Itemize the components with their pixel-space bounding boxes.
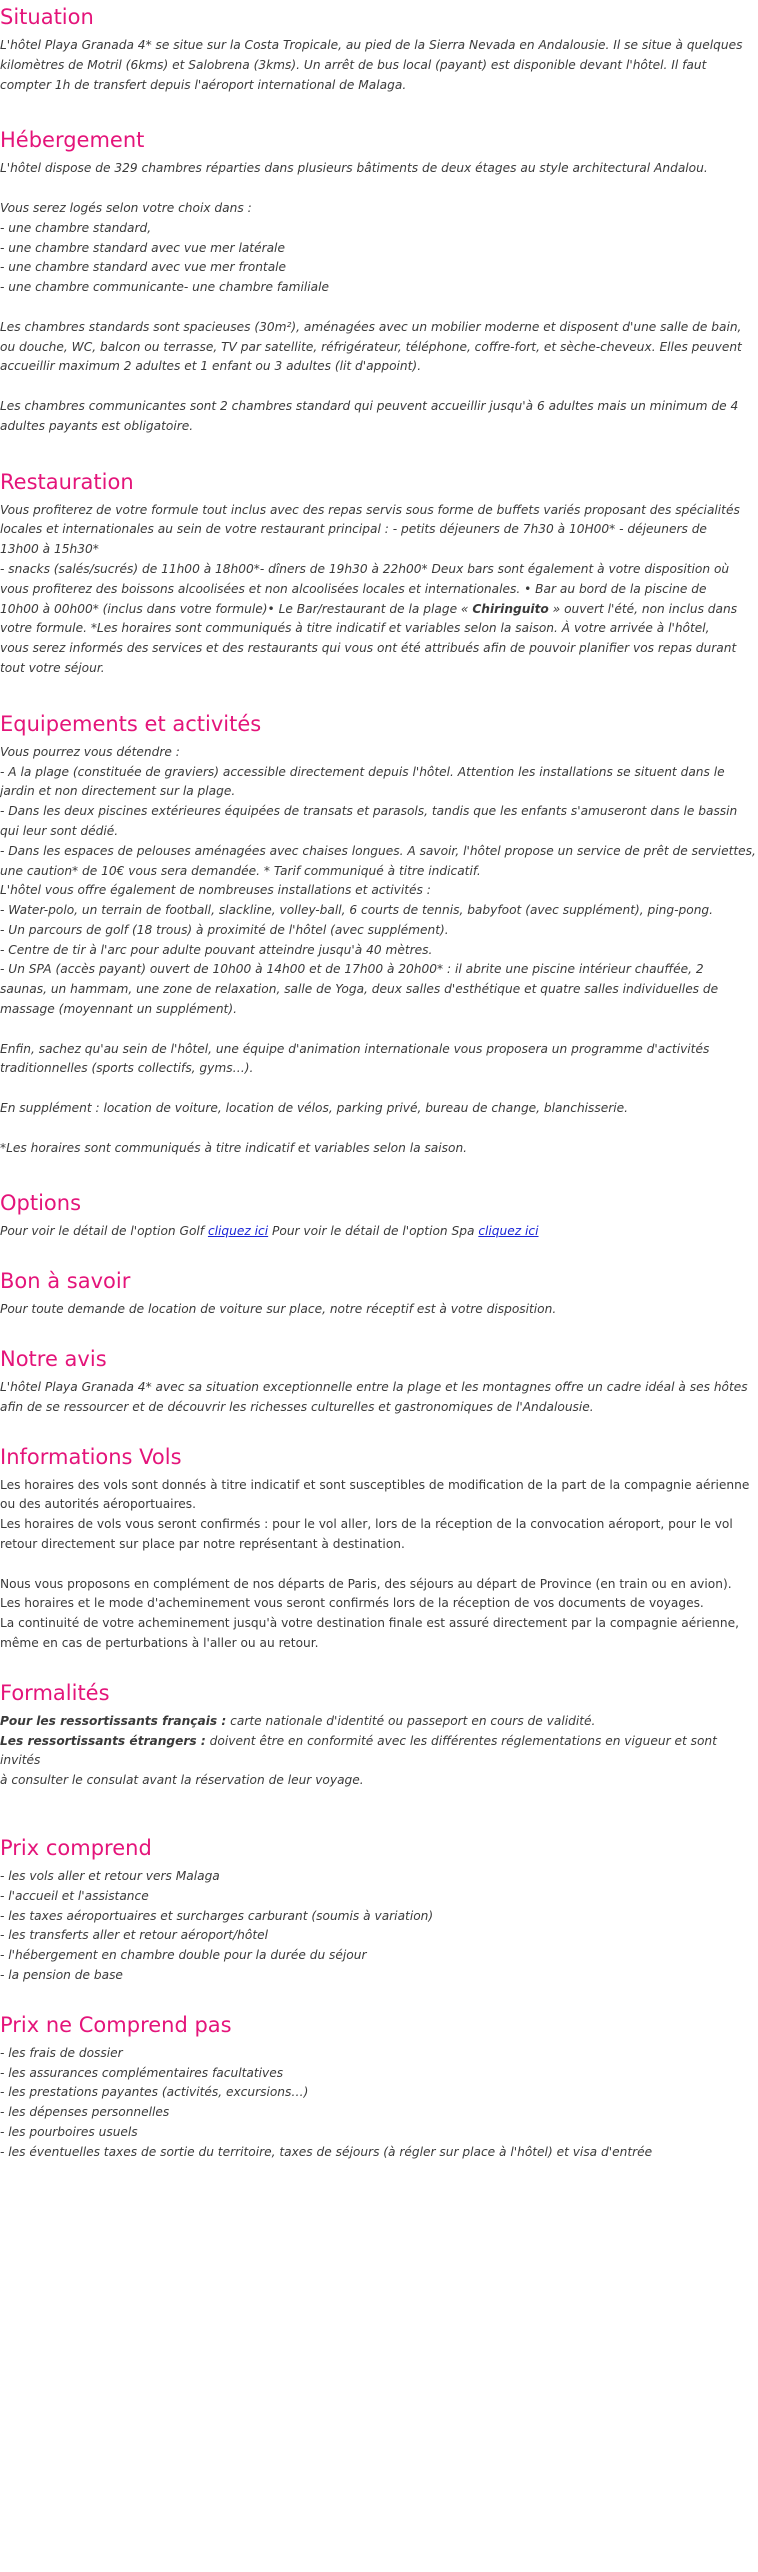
equipements-line: - Dans les espaces de pelouses aménagées avec chaises longues. A savoir, l'hôtel propose un service de prêt de serviettes, — [0, 843, 756, 858]
spa-option-link[interactable]: cliquez ici — [478, 1224, 539, 1239]
section-title-informations-vols: Informations Vols — [0, 1444, 182, 1469]
excluded-item: - les assurances complémentaires facultatives — [0, 2065, 284, 2080]
room-choice-item: - une chambre standard avec vue mer latérale — [0, 240, 285, 255]
foreign-nationals-text: doivent être en conformité avec les différentes réglementations en vigueur et sont invités — [0, 1733, 717, 1768]
equipements-line: - Water-polo, un terrain de football, slackline, volley-ball, 6 courts de tennis, babyfoot (avec supplément), ping-pong. — [0, 903, 714, 918]
equipements-line: - Dans les deux piscines extérieures équipées de transats et parasols, tandis que les enfants s'amuseront dans le bassin — [0, 804, 738, 819]
section-title-options: Options — [0, 1191, 82, 1216]
section-prix-ne-comprend-pas — [0, 2008, 758, 2163]
section-title-prix-ne-comprend-pas: Prix ne Comprend pas — [0, 2012, 232, 2037]
section-title-restauration: Restauration — [0, 469, 134, 494]
included-item: - la pension de base — [0, 1967, 123, 1982]
section-hebergement — [0, 123, 758, 436]
vols-line: Les horaires des vols sont donnés à titre indicatif et sont susceptibles de modification de la part de la compagnie aérienne — [0, 1477, 750, 1492]
notre-avis-line: L'hôtel Playa Granada 4* avec sa situation exceptionnelle entre la plage et les montagnes offre un cadre idéal à ses hôtes — [0, 1380, 748, 1395]
section-informations-vols — [0, 1440, 758, 1654]
equipements-line: - Un parcours de golf (18 trous) à proximité de l'hôtel (avec supplément). — [0, 922, 449, 937]
beach-bar-name: Chiringuito — [472, 601, 549, 616]
notre-avis-line: afin de se ressourcer et de découvrir les richesses culturelles et gastronomiques de l'Andalousie. — [0, 1399, 594, 1414]
equipements-line: saunas, un hammam, une zone de relaxation, salle de Yoga, deux salles d'esthétique et quatre salles individuelles de — [0, 982, 719, 997]
included-item: - les taxes aéroportuaires et surcharges carburant (soumis à variation) — [0, 1908, 434, 1923]
section-prix-comprend — [0, 1831, 758, 1986]
section-title-formalites: Formalités — [0, 1680, 110, 1705]
restauration-line: Vous profiterez de votre formule tout inclus avec des repas servis sous forme de buffets variés proposant des spécialités — [0, 502, 740, 517]
section-notre-avis — [0, 1342, 758, 1418]
room-choice-item: - une chambre standard avec vue mer frontale — [0, 260, 287, 275]
hebergement-intro: L'hôtel dispose de 329 chambres réparties dans plusieurs bâtiments de deux étages au style architectural Andalou. — [0, 161, 708, 176]
included-item: - les vols aller et retour vers Malaga — [0, 1869, 220, 1883]
animation-line: Enfin, sachez qu'au sein de l'hôtel, une équipe d'animation internationale vous proposera un programme d'activités — [0, 1041, 710, 1056]
equipements-line: jardin et non directement sur la plage. — [0, 784, 236, 799]
equipements-line: - A la plage (constituée de graviers) accessible directement depuis l'hôtel. Attention les installations se situent dans le — [0, 764, 725, 779]
restauration-line: vous profiterez des boissons alcoolisées et non alcoolisées locales et internationales. • Bar au bord de la piscine de — [0, 581, 707, 596]
equipements-line: L'hôtel vous offre également de nombreuses installations et activités : — [0, 883, 431, 898]
room-choice-item: - une chambre communicante- une chambre familiale — [0, 280, 330, 295]
communicating-room-description: Les chambres communicantes sont 2 chambres standard qui peuvent accueillir jusqu'à 6 adultes mais un minimum de 4 adultes payants est obligatoire. — [0, 398, 739, 433]
excluded-item: - les prestations payantes (activités, excursions…) — [0, 2085, 309, 2100]
restauration-line: - snacks (salés/sucrés) de 11h00 à 18h00*- dîners de 19h30 à 22h00* Deux bars sont également à votre disposition où — [0, 561, 730, 576]
section-equipements — [0, 707, 758, 1159]
equipements-line: une caution* de 10€ vous sera demandée. * Tarif communiqué à titre indicatif. — [0, 863, 481, 878]
section-title-equipements: Equipements et activités — [0, 711, 262, 736]
section-bon-a-savoir — [0, 1264, 758, 1320]
excluded-item: - les frais de dossier — [0, 2045, 123, 2060]
section-formalites — [0, 1676, 758, 1791]
section-title-situation: Situation — [0, 5, 94, 29]
restauration-line: 10h00 à 00h00* (inclus dans votre formule)• Le Bar/restaurant de la plage « — [0, 601, 473, 616]
vols-line: La continuité de votre acheminement jusqu'à votre destination finale est assuré directement par la compagnie aérienne, — [0, 1616, 739, 1631]
restauration-line: 13h00 à 15h30* — [0, 542, 99, 557]
section-title-notre-avis: Notre avis — [0, 1347, 107, 1372]
spa-option-text: Pour voir le détail de l'option Spa — [268, 1224, 479, 1239]
vols-line: ou des autorités aéroportuaires. — [0, 1497, 197, 1512]
foreign-nationals-label: Les ressortissants étrangers : — [0, 1733, 206, 1748]
supplement-line: En supplément : location de voiture, location de vélos, parking privé, bureau de change, blanchisserie. — [0, 1101, 629, 1116]
restauration-line: locales et internationales au sein de votre restaurant principal : - petits déjeuners de 7h30 à 10H00* - déjeuners de — [0, 522, 707, 537]
section-title-prix-comprend: Prix comprend — [0, 1836, 152, 1860]
excluded-item: - les pourboires usuels — [0, 2124, 138, 2139]
section-restauration — [0, 465, 758, 679]
equipements-line: - Un SPA (accès payant) ouvert de 10h00 à 14h00 et de 17h00 à 20h00* : il abrite une piscine intérieur chauffée, 2 — [0, 962, 704, 977]
golf-option-link[interactable]: cliquez ici — [207, 1224, 269, 1239]
excluded-item: - les éventuelles taxes de sortie du territoire, taxes de séjours (à régler sur place à l'hôtel) et visa d'entrée — [0, 2144, 653, 2159]
section-situation — [0, 0, 758, 95]
section-title-hebergement: Hébergement — [0, 128, 145, 153]
french-nationals-label: Pour les ressortissants français : — [0, 1713, 227, 1728]
foreign-nationals-text: à consulter le consulat avant la réservation de leur voyage. — [0, 1773, 364, 1788]
vols-line: Nous vous proposons en complément de nos départs de Paris, des séjours au départ de Province (en train ou en avion). — [0, 1576, 732, 1591]
restauration-line: vous serez informés des services et des restaurants qui vous ont été attribués afin de pouvoir planifier vos repas durant — [0, 641, 737, 656]
vols-line: retour directement sur place par notre représentant à destination. — [0, 1537, 405, 1552]
room-choice-item: - une chambre standard, — [0, 220, 152, 235]
included-item: - l'hébergement en chambre double pour la durée du séjour — [0, 1948, 367, 1963]
included-item: - les transferts aller et retour aéroport/hôtel — [0, 1928, 269, 1943]
hours-note: *Les horaires sont communiqués à titre indicatif et variables selon la saison. — [0, 1140, 468, 1155]
standard-room-description: Les chambres standards sont spacieuses (30m²), aménagées avec un mobilier moderne et disposent d'une salle de bain, ou douche, WC, balcon ou terrasse, TV par satellite, réfrigérateur, téléphone, coffre-fort, et sèche-cheveux. Elles peuvent accueillir maximum 2 adultes et 1 enfant ou 3 adultes (lit d'appoint). — [0, 319, 742, 374]
situation-text: L'hôtel Playa Granada 4* se situe sur la Costa Tropicale, au pied de la Sierra Nevada en Andalousie. Il se situe à quelques kilomètres de Motril (6kms) et Salobrena (3kms). Un arrêt de bus local (payant) est disponible devant l'hôtel. Il faut compter 1h de transfert depuis l'aéroport international de Malaga. — [0, 38, 743, 92]
french-nationals-text: carte nationale d'identité ou passeport en cours de validité. — [226, 1713, 596, 1728]
bon-a-savoir-text: Pour toute demande de location de voiture sur place, notre réceptif est à votre disposition. — [0, 1302, 557, 1317]
vols-line: même en cas de perturbations à l'aller ou au retour. — [0, 1636, 319, 1651]
golf-option-text: Pour voir le détail de l'option Golf — [0, 1224, 208, 1239]
restauration-line: tout votre séjour. — [0, 660, 105, 675]
section-title-bon-a-savoir: Bon à savoir — [0, 1269, 131, 1294]
hebergement-choice-intro: Vous serez logés selon votre choix dans : — [0, 200, 252, 215]
vols-line: Les horaires et le mode d'acheminement vous seront confirmés lors de la réception de vos documents de voyages. — [0, 1596, 704, 1611]
animation-line: traditionnelles (sports collectifs, gyms…). — [0, 1061, 254, 1076]
included-item: - l'accueil et l'assistance — [0, 1888, 149, 1903]
restauration-line: votre formule. *Les horaires sont communiqués à titre indicatif et variables selon la saison. À votre arrivée à l'hôtel, — [0, 621, 710, 636]
excluded-item: - les dépenses personnelles — [0, 2105, 170, 2120]
equipements-line: massage (moyennant un supplément). — [0, 1002, 237, 1017]
equipements-line: Vous pourrez vous détendre : — [0, 744, 180, 759]
equipements-line: qui leur sont dédié. — [0, 823, 119, 838]
restauration-line: » ouvert l'été, non inclus dans — [548, 601, 738, 616]
equipements-line: - Centre de tir à l'arc pour adulte pouvant atteindre jusqu'à 40 mètres. — [0, 942, 433, 957]
vols-line: Les horaires de vols vous seront confirmés : pour le vol aller, lors de la réception de la convocation aéroport, pour le vol — [0, 1517, 733, 1532]
section-options — [0, 1186, 758, 1242]
